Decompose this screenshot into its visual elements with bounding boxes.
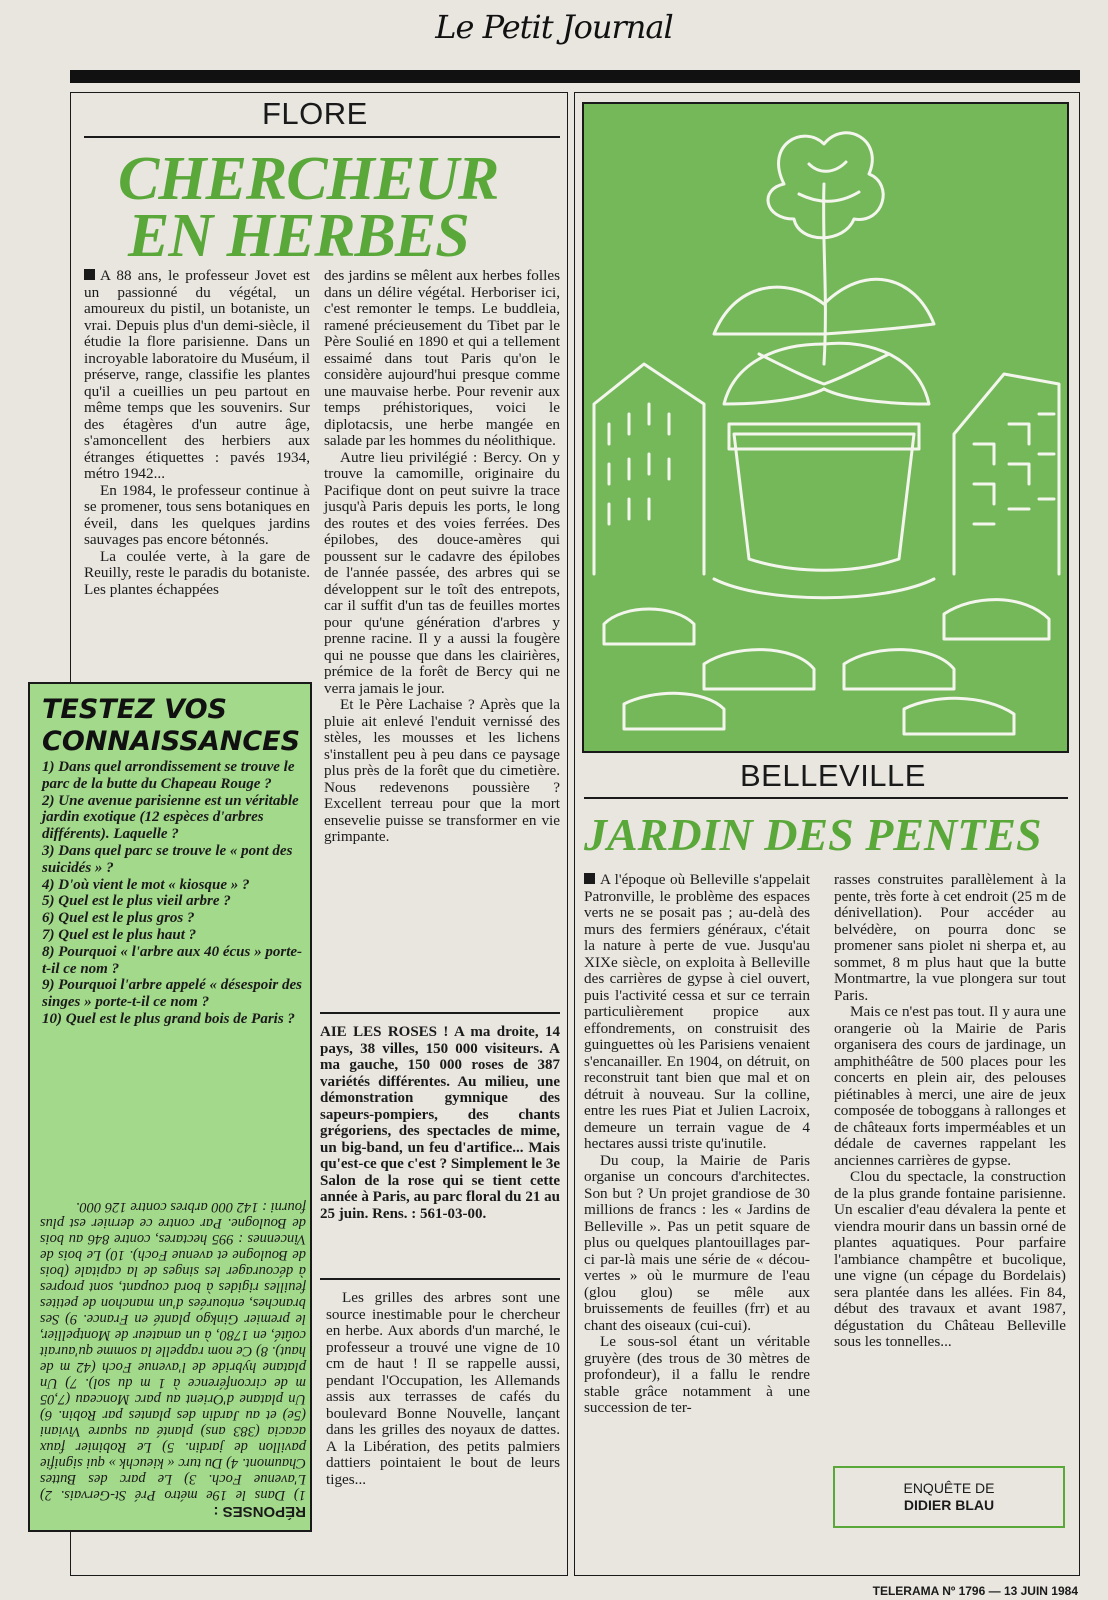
section-label-belleville: BELLEVILLE	[740, 758, 926, 793]
quiz-answers-upside-down	[40, 1079, 306, 1519]
paragraph: La coulée verte, à la gare de Reuilly, reste le paradis du botaniste. Les plantes échappées	[84, 547, 310, 598]
headline-line1: CHERCHEUR	[118, 145, 499, 213]
paragraph: A l'époque où Belleville s'appelait Patronville, le problème des espaces verts ne se posait pas ; au-delà des murs des fermiers généraux, c'était la nature à perte de vue. Jusqu'au XIXe siècle, on exploita à Belleville des carrières de gypse à ciel ouvert, puis l'activité cessa et sur ce terrain particulièrement propice aux effondrements, on construisit des guinguettes où les Parisiens venaient s'encanailler. En 1904, on détruit, on reconstruit tant bien que mal et on détruit à nouveau. Sur la colline, entre les rues Piat et Julien Lacroix, demeure un terrain vague de 4 hectares aussi triste qu'inutile.	[584, 871, 810, 1152]
belleville-column-1	[584, 872, 810, 1417]
section-label-flore: FLORE	[262, 96, 368, 131]
bullet-square-icon	[84, 269, 95, 280]
bullet-square-icon	[584, 873, 595, 884]
paragraph: A 88 ans, le professeur Jovet est un passionné du végétal, un amoureux du pistil, un botaniste, un vrai. Depuis plus d'un demi-siècle, il étudie la flore parisienne. Dans un incroyable laboratoire du Muséum, il préserve, range, classifie les plantes qu'il a cueillies un peu partout en même temps que les souvenirs. Sur des étagères d'un autre âge, s'amoncellent des herbiers aux étranges étiquettes : pavés 1934, métro 1942...	[84, 267, 310, 482]
flore-column-2-bottom	[326, 1290, 560, 1488]
section-rule	[584, 797, 1068, 799]
top-rule	[70, 70, 1080, 83]
paragraph: Autre lieu privilégié : Bercy. On y trouve la camomille, originaire du Pacifique dont on peut suivre la trace jusqu'à Paris depuis les ports, le long des routes et des voies ferrées. Des épilobes, des douce-amères qui poussent sur le cadavre des épilobes de l'année passée, des arbres qui se développent sur le toît des entrepots, car il suffit d'un tas de feuilles mortes pour qu'une génération d'arbres y prenne racine. Il y a aussi la fougère qui ne pousse que dans les clairières, prémice de la forêt de Bercy qui ne verra jamais le jour.	[324, 448, 560, 697]
paragraph: Le sous-sol étant un véritable gruyère (des trous de 30 mètres de profondeur), il a fallu le rendre stable grâce notamment à une succession de ter-	[584, 1333, 810, 1416]
answers-text: 1) Dans le 19e métro Pré St-Gervais. 2) L'avenue Foch. 3) Le parc des Buttes Chaumont. 4) Du turc « kieuchk » qui signifie pavillon de jardin. 5) Le Robinier faux acacia (383 ans) planté au square Viviani (5e) et au Jardin des plantes par Robin. 6) Un platane d'Orient au parc Monceau (7,05 m de circonférence à 1 m du sol). 7) Un platane hybride de l'avenue Foch (42 m de haut). 8) Ce nom rappelle la somme qu'aurait coûté, en 1780, à un amateur de Montpellier, le premier Ginkgo planté en France. 9) Ses branches, entourées d'un manchon de petites feuilles rigides à bord coupant, sont propres à décourager les singes de la capitale (bois de Boulogne et avenue Foch). 10) Le bois de Vincennes : 995 hectares, contre 846 au bois de Boulogne. Par contre ce dernier est plus fourni : 142 000 arbres contre 126 000.	[40, 1199, 306, 1503]
quiz-questions	[42, 759, 308, 1028]
paragraph: Et le Père Lachaise ? Après que la pluie ait enlevé l'enduit vernissé des stèles, les mousses et les lichens s'installent peu à peu dans ce paysage plus près de la forêt que du cimetière. Nous redevenons poussière ? Excellent terreau pour que la mort ensevelie puisse se transformer en vie grimpante.	[324, 696, 560, 845]
paragraph: rasses construites parallèlement à la pente, très forte à cet endroit (25 m de dénivellation). Pour accéder au belvédère, on pourra donc se promener sans piolet ni sherpa et, au sommet, 8 m plus haut que la butte Montmartre, la vue plongera sur tout Paris.	[834, 871, 1066, 1004]
quiz-question: 10) Quel est le plus grand bois de Paris ?	[42, 1010, 295, 1027]
quiz-question: 6) Quel est le plus gros ?	[42, 910, 195, 927]
headline-line2: EN HERBES	[128, 202, 469, 270]
author-credit: ENQUÊTE DE DIDIER BLAU	[833, 1466, 1065, 1528]
quiz-question: 3) Dans quel parc se trouve le « pont des suicidés » ?	[42, 842, 293, 876]
flore-column-1	[84, 268, 310, 598]
flore-column-2	[324, 268, 560, 846]
illustration-flower-pot	[582, 102, 1069, 753]
page-footer: TELERAMA Nº 1796 — 13 JUIN 1984	[872, 1584, 1078, 1598]
paragraph: Mais ce n'est pas tout. Il y aura une orangerie où la Mairie de Paris organisera des cours de jardinage, un amphithéâtre de 500 places pour les concerts en plein air, des pelouses piétinables à merci, une aire de jeux composée de toboggans à rallonges et de châteaux forts imperméables et un dédale de cavernes rappelant les anciennes carrières de gypse.	[834, 1003, 1066, 1169]
belleville-column-2	[834, 872, 1066, 1351]
quiz-title: TESTEZ VOS CONNAISSANCES	[42, 694, 301, 757]
answers-title: RÉPONSES :	[213, 1503, 306, 1520]
paragraph: Du coup, la Mairie de Paris organise un concours d'architectes. Son but ? Un projet grandiose de 30 millions de francs : les « Jardins de Belleville ». Pas un petit square de plus ou quelques plantouillages par-ci par-là mais une série de « décou-vertes » où le murmure de l'eau (glou glou) se mêle aux bruissements de feuilles (frr) et au chant des oiseaux (cui-cui).	[584, 1151, 810, 1334]
headline-jardin: JARDIN DES PENTES	[584, 809, 1042, 860]
quiz-question: 2) Une avenue parisienne est un véritable jardin exotique (12 espèces d'arbres différents). Laquelle ?	[42, 792, 299, 843]
quiz-question: 5) Quel est le plus vieil arbre ?	[42, 893, 231, 910]
quiz-question: 4) D'où vient le mot « kiosque » ?	[42, 876, 250, 893]
paragraph: Les grilles des arbres sont une source inestimable pour le chercheur en herbe. Aux abords d'un marché, le professeur a trouvé une vigne de 10 cm de haut ! Il se rappelle aussi, pendant l'Occupation, les Allemands assis aux terrasses de cafés du boulevard Bonne Nouvelle, lançant dans les grilles des noyaux de dattes. A la Libération, des petits palmiers dattiers pointaient le bout de leurs tiges...	[326, 1289, 560, 1488]
illustration-drawing	[584, 104, 1067, 751]
masthead-logo: Le Petit Journal	[435, 8, 673, 46]
quiz-question: 9) Pourquoi l'arbre appelé « désespoir des singes » porte-t-il ce nom ?	[42, 977, 302, 1011]
paragraph: des jardins se mêlent aux herbes folles dans un délire végétal. Herboriser ici, c'est remonter le temps. Le buddleia, ramené précieusement du Tibet par le Père Soulié en 1890 et qui a tellement essaimé dans tout Paris qu'on le considère aujourd'hui presque comme une mauvaise herbe. Pour revenir aux temps préhistoriques, voici le diplotacsis, une herbe mangée en salade par les hommes du néolithique.	[324, 267, 560, 449]
paragraph: Clou du spectacle, la construction de la plus grande fontaine parisienne. Un escalier d'eau dévalera la pente et viendra mourir dans un bassin orné de plantes aquatiques. Pour parfaire l'ambiance champêtre et bucolique, une vigne (un cépage du Bordelais) sera plantée dans les allées. Fin 84, début des travaux et avant 1987, dégustation du Château Belleville sous les tonnelles...	[834, 1168, 1066, 1350]
quiz-box	[28, 682, 312, 1532]
section-rule	[84, 136, 560, 138]
paragraph: En 1984, le professeur continue à se promener, tous sens botaniques en éveil, dans les quelques jardins sauvages pas encore bétonnés.	[84, 481, 310, 548]
quiz-question: 1) Dans quel arrondissement se trouve le parc de la butte du Chapeau Rouge ?	[42, 759, 295, 792]
rose-salon-box: AIE LES ROSES ! A ma droite, 14 pays, 38 villes, 150 000 visiteurs. A ma gauche, 150 000 roses de 387 variétés différentes. Au milieu, une démonstration gymnique des sapeurs-pompiers, des chants grégoriens, des spectacles de mime, un big-band, un feu d'artifice... Mais qu'est-ce que c'est ? Simplement le 3e Salon de la rose qui se tient cette année à Paris, au parc floral du 21 au 25 juin. Rens. : 561-03-00.	[320, 1012, 560, 1280]
quiz-question: 8) Pourquoi « l'arbre aux 40 écus » porte-t-il ce nom ?	[42, 943, 303, 977]
quiz-question: 7) Quel est le plus haut ?	[42, 926, 197, 943]
